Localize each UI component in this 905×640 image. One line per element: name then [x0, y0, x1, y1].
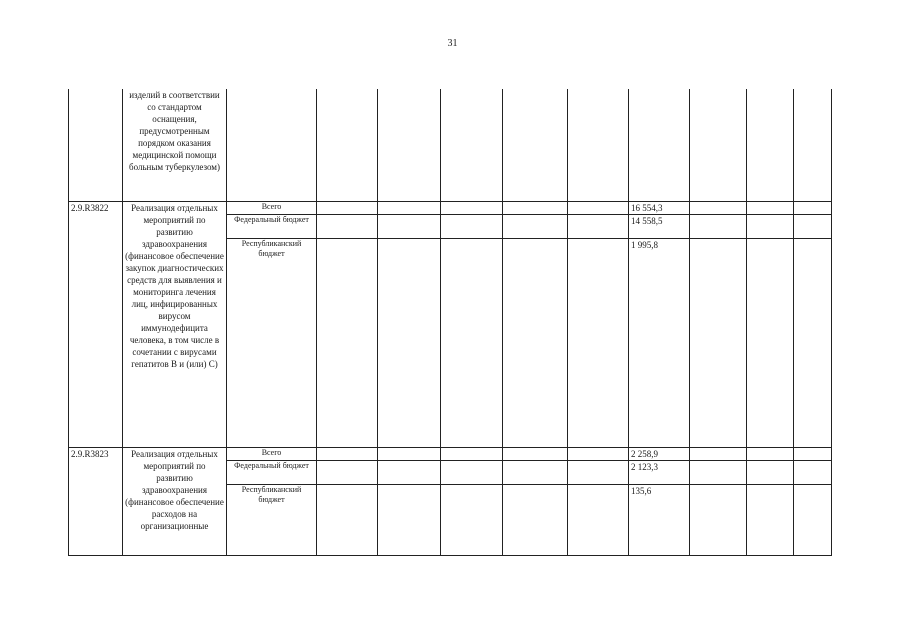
empty-cell: [747, 461, 794, 485]
empty-cell: [747, 448, 794, 461]
empty-cell: [317, 89, 378, 202]
funding-source-cell: Федеральный бюджет: [227, 461, 317, 485]
empty-cell: [441, 461, 503, 485]
empty-cell: [441, 215, 503, 239]
empty-cell: [568, 202, 629, 215]
empty-cell: [441, 239, 503, 448]
empty-cell: [690, 215, 747, 239]
empty-cell: [441, 89, 503, 202]
empty-cell: [794, 485, 832, 556]
row-name-cell: изделий в соответствии со стандартом оснащения, предусмотренным порядком оказания медицинской помощи больным туберкулезом): [123, 89, 227, 202]
empty-cell: [378, 485, 441, 556]
amount-cell: 135,6: [629, 485, 690, 556]
empty-cell: [378, 239, 441, 448]
empty-cell: [568, 448, 629, 461]
empty-cell: [568, 239, 629, 448]
empty-cell: [794, 202, 832, 215]
funding-source-cell: Всего: [227, 202, 317, 215]
budget-table: [68, 89, 832, 556]
empty-cell: [794, 239, 832, 448]
empty-cell: [568, 215, 629, 239]
empty-cell: [568, 461, 629, 485]
empty-cell: [503, 215, 568, 239]
amount-cell: 14 558,5: [629, 215, 690, 239]
empty-cell: [503, 89, 568, 202]
empty-cell: [794, 461, 832, 485]
empty-cell: [317, 448, 378, 461]
empty-cell: [747, 202, 794, 215]
row-name-cell: Реализация отдельных мероприятий по развитию здравоохранения (финансовое обеспечение закупок диагностических средств для выявления и мониторинга лечения лиц, инфицированных вирусом иммунодефицита человека, в том числе в сочетании с вирусами гепатитов В и (или) С): [123, 202, 227, 448]
amount-cell: 2 258,9: [629, 448, 690, 461]
empty-cell: [747, 215, 794, 239]
empty-cell: [378, 448, 441, 461]
page-number: 31: [447, 38, 458, 49]
empty-cell: [690, 485, 747, 556]
empty-cell: [378, 461, 441, 485]
empty-cell: [503, 202, 568, 215]
empty-cell: [441, 485, 503, 556]
empty-cell: [317, 215, 378, 239]
empty-cell: [441, 202, 503, 215]
funding-source-cell: Всего: [227, 448, 317, 461]
funding-source-cell: Республиканский бюджет: [227, 239, 317, 448]
empty-cell: [690, 239, 747, 448]
empty-cell: [747, 89, 794, 202]
row-code-cell: 2.9.R3823: [69, 448, 123, 556]
empty-cell: [441, 448, 503, 461]
empty-cell: [317, 461, 378, 485]
row-code-cell: [69, 89, 123, 202]
empty-cell: [690, 461, 747, 485]
empty-cell: [568, 485, 629, 556]
table-row: [69, 202, 832, 215]
empty-cell: [378, 215, 441, 239]
amount-cell: 1 995,8: [629, 239, 690, 448]
empty-cell: [317, 239, 378, 448]
amount-cell: 2 123,3: [629, 461, 690, 485]
empty-cell: [690, 202, 747, 215]
empty-cell: [227, 89, 317, 202]
empty-cell: [568, 89, 629, 202]
empty-cell: [378, 202, 441, 215]
empty-cell: [747, 485, 794, 556]
empty-cell: [503, 448, 568, 461]
funding-source-cell: Федеральный бюджет: [227, 215, 317, 239]
empty-cell: [690, 448, 747, 461]
empty-cell: [747, 239, 794, 448]
row-code-cell: 2.9.R3822: [69, 202, 123, 448]
empty-cell: [794, 448, 832, 461]
amount-cell: 16 554,3: [629, 202, 690, 215]
empty-cell: [317, 202, 378, 215]
empty-cell: [378, 89, 441, 202]
table-row: [69, 448, 832, 461]
empty-cell: [503, 461, 568, 485]
row-name-cell: Реализация отдельных мероприятий по развитию здравоохранения (финансовое обеспечение расходов на организационные: [123, 448, 227, 556]
empty-cell: [794, 215, 832, 239]
empty-cell: [794, 89, 832, 202]
empty-cell: [317, 485, 378, 556]
funding-source-cell: Республиканский бюджет: [227, 485, 317, 556]
empty-cell: [503, 485, 568, 556]
empty-cell: [690, 89, 747, 202]
empty-cell: [503, 239, 568, 448]
table-row-continuation: [69, 89, 832, 202]
empty-cell: [629, 89, 690, 202]
